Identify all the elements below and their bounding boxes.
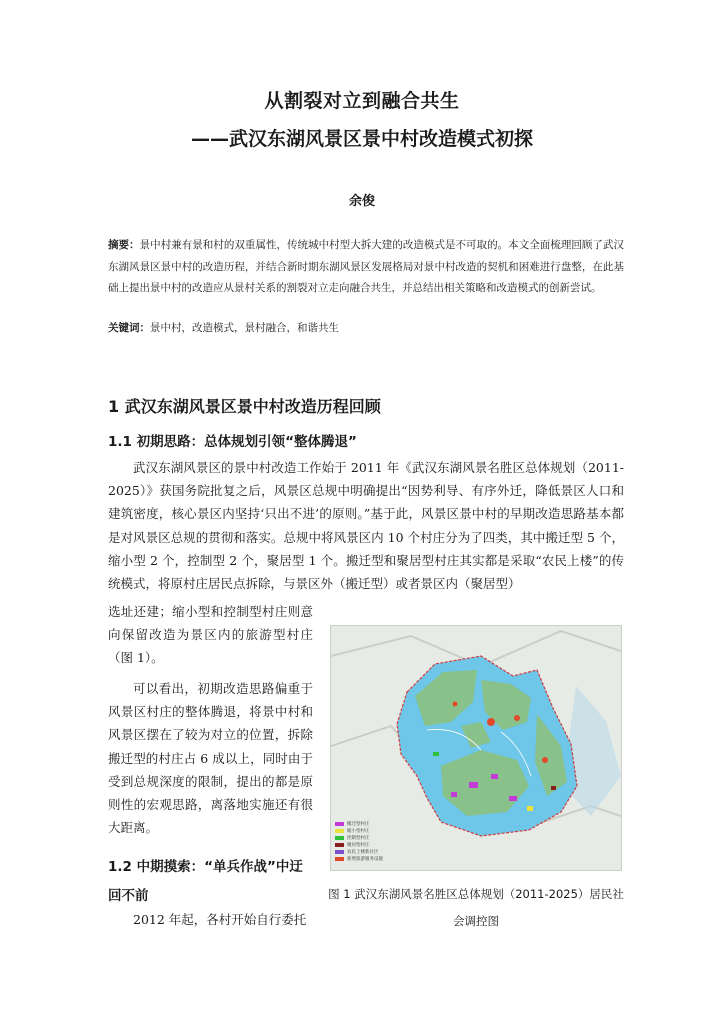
figure-map [330,625,622,871]
legend-item [335,827,383,834]
legend-swatch [335,822,344,826]
legend-swatch [335,836,344,840]
abstract-text: 景中村兼有景和村的双重属性，传统城中村型大拆大建的改造模式是不可取的。本文全面梳理回顾了武汉东湖风景区景中村的改造历程，并结合新时期东湖风景区发展格局对景中村改造的契机和困难进行盘整，在此基础上提出景中村的改造应从景村关系的割裂对立走向融合共生，并总结出相关策略和改造模式的创新尝试。 [108,239,624,294]
abstract-label: 摘要： [108,239,140,251]
legend-item [335,855,383,862]
figure-caption: 图 1 武汉东湖风景名胜区总体规划（2011-2025）居民社会调控图 [328,887,624,928]
paper-subtitle: ——武汉东湖风景区景中村改造模式初探 [190,128,533,150]
section-1-2-heading: 1.2 中期摸索：“单兵作战”中迂回不前 [108,859,303,904]
keywords [108,318,624,339]
author: 余俊 [348,194,375,209]
section-1-2-paragraph-text: 2012 年起，各村开始自行委托 [133,912,307,927]
keywords-label: 关键词： [108,322,150,334]
legend-label: 控制型村庄 [347,835,370,841]
legend-label: 新增旅游服务设施 [347,856,383,862]
legend-label: 缩小型村庄 [347,828,370,834]
legend-swatch [335,843,344,847]
paragraph-2-text: 可以看出，初期改造思路偏重于风景区村庄的整体腾退，将景中村和风景区摆在了较为对立的位置，拆除搬迁型的村庄占 6 成以上，同时由于受到总规深度的限制，提出的都是原则性的宏观思路，离落地实施还有很大距离。 [108,681,313,836]
paper-title: 从割裂对立到融合共生 [264,90,460,112]
legend-label: 农民上楼新社区 [347,849,379,855]
section-1-1-paragraph-1-top [108,456,624,595]
legend-item [335,834,383,841]
paragraph-1-text: 武汉东湖风景区的景中村改造工作始于 2011 年《武汉东湖风景名胜区总体规划（2011-2025）》获国务院批复之后，风景区总规中明确提出“因势利导、有序外迁，降低景区人口和建筑密度，核心景区内坚持‘只出不进’的原则。”基于此，风景区景中村的早期改造思路基本都是对风景区总规的贯彻和落实。总规中将风景区内 10 个村庄分为了四类，其中搬迁型 5 个，缩小型 2 个，控制型 2 个，聚居型 1 个。搬迁型和聚居型村庄其实都是采取“农民上楼”的传统模式，将原村庄居民点拆除，与景区外（搬迁型）或者景区内（聚居型） [108,460,624,592]
legend-item [335,820,383,827]
legend-swatch [335,857,344,861]
legend-swatch [335,850,344,854]
paragraph-1-tail-text: 选址还建；缩小型和控制型村庄则意向保留改造为景区内的旅游型村庄（图 1）。 [108,604,313,666]
section-1-heading: 1 武汉东湖风景区景中村改造历程回顾 [108,397,381,416]
legend-label: 搬迁型村庄 [347,821,370,827]
legend-swatch [335,829,344,833]
map-legend [335,820,383,862]
paragraph-1-tail [108,600,313,670]
section-1-1-paragraph-2 [108,677,313,839]
section-1-1-heading: 1.1 初期思路：总体规划引领“整体腾退” [108,434,357,450]
legend-item [335,848,383,855]
keywords-text: 景中村，改造模式，景村融合，和谐共生 [150,322,339,334]
legend-item [335,841,383,848]
section-1-2-paragraph-1 [108,908,313,931]
legend-label: 聚居型村庄 [347,842,370,848]
abstract [108,235,624,300]
